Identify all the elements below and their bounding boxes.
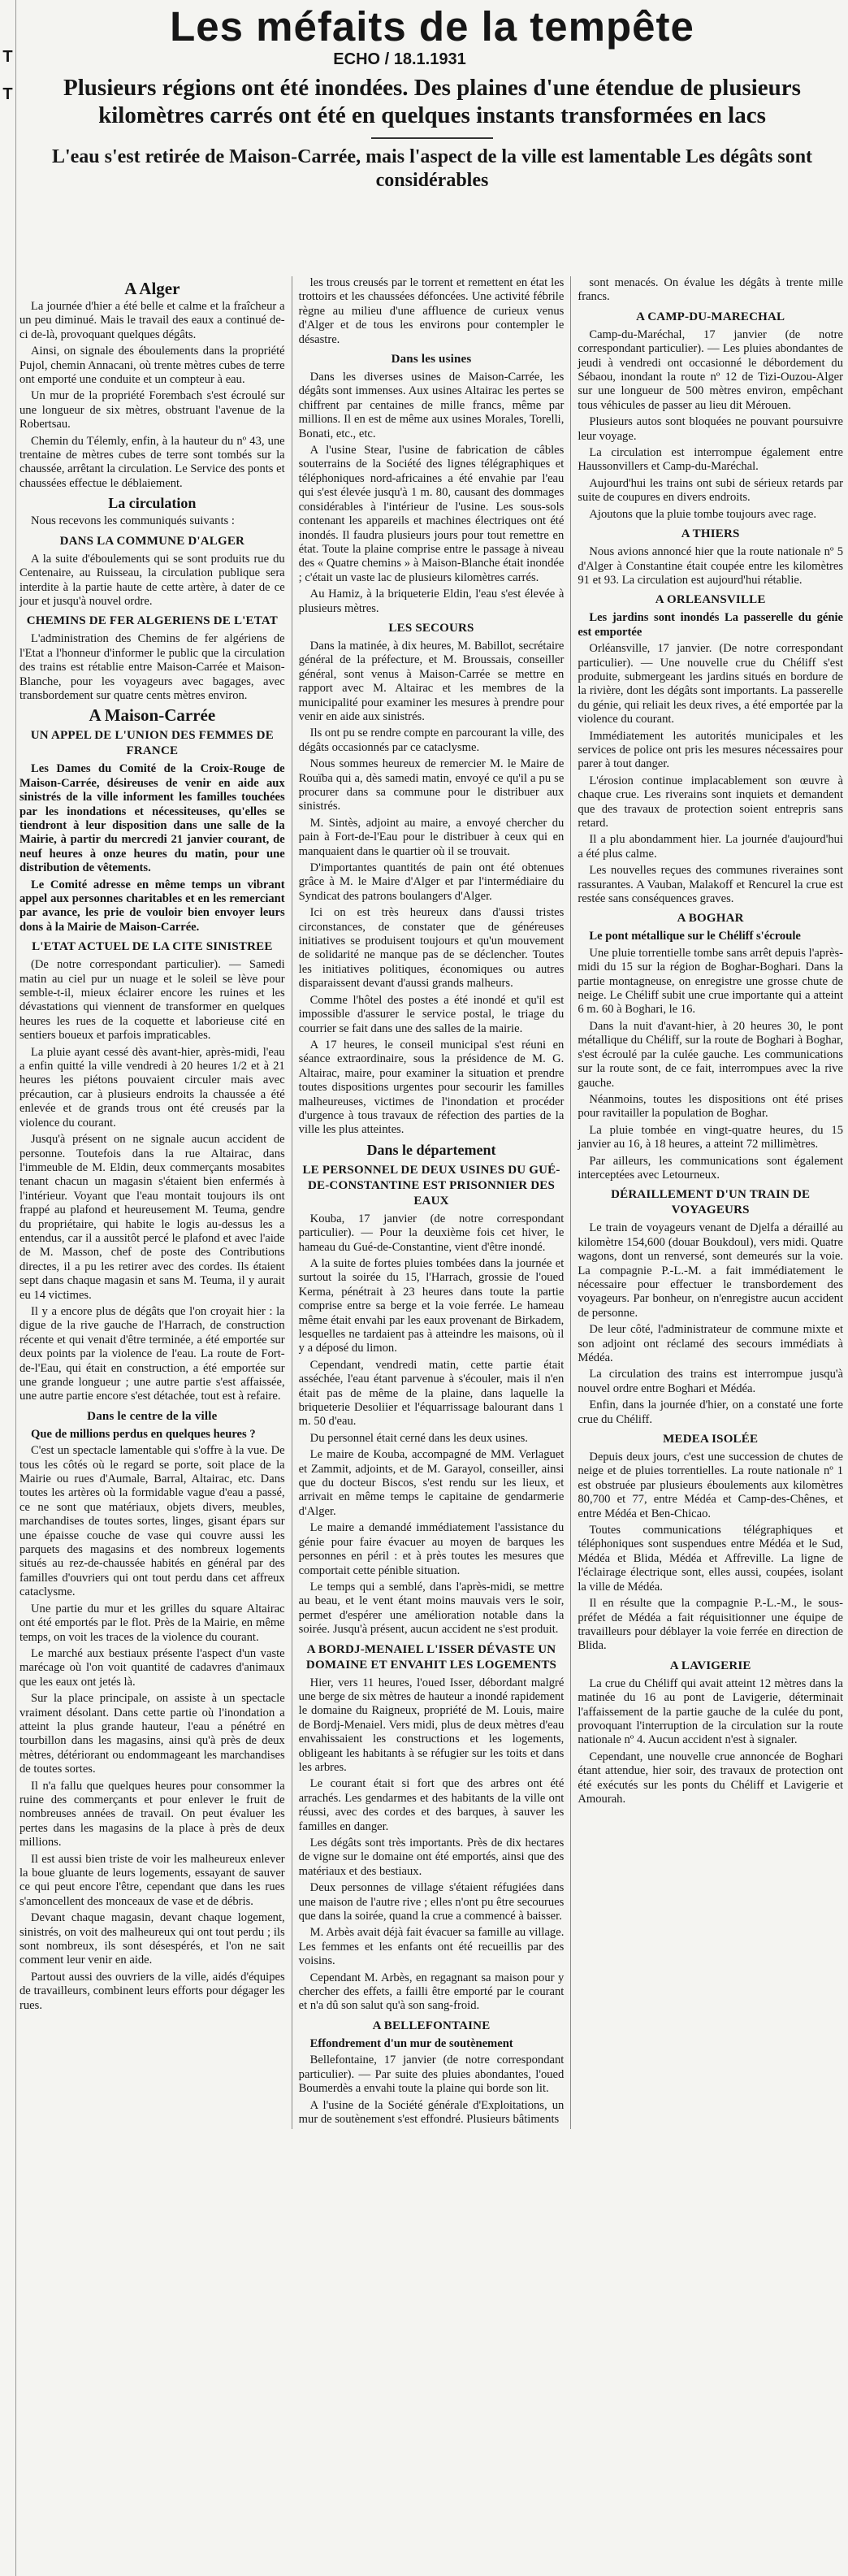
paragraph: La crue du Chéliff qui avait atteint 12 mètres dans la matinée du 16 au pont de Lavigerie, déterminait l'affaissement de la partie gauche de la culée du pont, provoquant l'interruption de la circulation sur la route nationale nº 4. Aucun accident n'est à signaler.: [578, 1676, 844, 1747]
paragraph: Nous recevons les communiqués suivants :: [31, 514, 235, 528]
lead-paragraph: Le pont métallique sur le Chéliff s'écroule: [589, 930, 801, 943]
paragraph: sont menacés. On évalue les dégâts à trente mille francs.: [578, 276, 844, 304]
paragraph: M. Sintès, adjoint au maire, a envoyé chercher du pain à Fort-de-l'Eau pour le distribuer à ceux qui en manquaient dans le quartier où il se trouvait.: [298, 816, 565, 858]
paragraph: Le courant était si fort que des arbres ont été arrachés. Les gendarmes et des habitants de la ville ont réussi, avec des cordes et des barques, à sauver les familles en danger.: [298, 1777, 565, 1833]
column-2: [299, 276, 572, 2129]
article-deck: L'eau s'est retirée de Maison-Carrée, mais l'aspect de la ville est lamentable Les dégâts sont considérables: [51, 146, 813, 191]
paragraph: La journée d'hier a été belle et calme et la fraîcheur a un peu diminué. Mais le travail des eaux a continué de-ci de-là, provoquant quelques dégâts.: [19, 300, 285, 341]
paragraph: A l'usine Stear, l'usine de fabrication de câbles souterrains de la Société des lignes télégraphiques et téléphoniques nord-africaines a été envahie par l'eau qui s'est élevée jusqu'à 1 m. 80, causant des dommages considérables à l'intérieur de l'usine. Les sous-sols contenant les appareils et machines électriques ont été inondés. Il faudra plusieurs jours pour tout remettre en état. Toute la plaine comprise entre le passage à niveau des « Quatre chemins » à Maison-Blanche était inondée ; c'était un vaste lac de plusieurs kilomètres carrés.: [298, 444, 565, 584]
paragraph: Néanmoins, toutes les dispositions ont été prises pour ravitailler la population de Boghar.: [578, 1092, 844, 1121]
paragraph: Depuis deux jours, c'est une succession de chutes de neige et de pluies torrentielles. La route nationale nº 1 est obstruée par plusieurs éboulements aux kilomètres 80,700 et 77, entre Médéa et Camp-des-Chênes, et entre Médéa et Ben-Chicao.: [578, 1451, 844, 1520]
section-heading: CHEMINS DE FER ALGERIENS DE L'ETAT: [26, 614, 278, 628]
paragraph: Immédiatement les autorités municipales et les services de police ont pris les mesures nécessaires pour parer à tout danger.: [578, 729, 844, 771]
paragraph: Partout aussi des ouvriers de la ville, aidés d'équipes de travailleurs, combinent leurs efforts pour dégager les rues.: [19, 1970, 285, 2012]
paragraph: Ainsi, on signale des éboulements dans la propriété Pujol, chemin Annacani, où trente mètres cubes de terre ont emporté une conduite et un compteur à eau.: [19, 345, 285, 387]
section-heading: A LAVIGERIE: [669, 1659, 751, 1672]
paragraph: C'est un spectacle lamentable qui s'offre à la vue. De tous les côtés où le regard se porte, soit place de la Mairie ou rues d'Aumale, Barral, Altairac, etc. Dans toutes les artères où la formidable vague d'eau a passé, ce ne sont que matériaux, objets divers, meubles, marchandises de toutes sortes, linges, gisant épars sur une épaisse couche de vase qui couvre aussi les parquets des magasins et des nombreux logements situés au rez-de-chaussée habités en général par des familles d'ouvriers qui ont tout perdu dans cet affreux cataclysme.: [19, 1444, 285, 1599]
article-columns: [19, 276, 843, 2129]
section-heading: L'ETAT ACTUEL DE LA CITE SINISTREE: [32, 940, 273, 954]
paragraph: Chemin du Télemly, enfin, à la hauteur du nº 43, une trentaine de mètres cubes de terre sont tombés sur la chaussée, arrêtant la circulation. Le Service des ponts et chaussées effectue le déblaiement.: [19, 434, 285, 490]
paragraph: Il en résulte que la compagnie P.-L.-M., le sous-préfet de Médéa a fait réquisitionner une équipe de travailleurs pour déblayer la voie ferrée en direction de Blida.: [578, 1597, 844, 1653]
paragraph: Nous avions annoncé hier que la route nationale nº 5 d'Alger à Constantine était coupée entre les kilomètres 91 et 93. La circulation est aujourd'hui rétablie.: [578, 545, 844, 587]
paragraph: L'érosion continue implacablement son œuvre à chaque crue. Les riverains sont inquiets et demandent que des travaux de protection soient entrepris sans retard.: [578, 774, 844, 830]
paragraph: M. Arbès avait déjà fait évacuer sa famille au village. Les femmes et les enfants ont été recueillis par des voisins.: [298, 1926, 565, 1968]
article-title: Les méfaits de la tempête: [170, 3, 694, 50]
section-heading: A ORLEANSVILLE: [655, 593, 766, 607]
paragraph: Cependant, une nouvelle crue annoncée de Boghari étant attendue, hier soir, des travaux de protection ont été exécutés sur les ponts du Chéliff et Lavigerie et Amourah.: [578, 1750, 844, 1806]
margin-letter: T: [2, 48, 13, 66]
paragraph: A la suite de fortes pluies tombées dans la journée et surtout la soirée du 15, l'Harrach, grossie de l'oued Kerma, pénétrait à 23 heures dans toute la partie comprise entre sa berge et la voie ferrée. Le hameau même était envahi par les eaux provenant de Birkadem, lesquelles ne tardaient pas à atteindre les maisons, où il y a déposé du limon.: [298, 1256, 565, 1355]
section-heading: A Maison-Carrée: [89, 705, 216, 726]
paragraph: La pluie tombée en vingt-quatre heures, du 15 janvier au 16, à 18 heures, a atteint 72 millimètres.: [578, 1123, 844, 1151]
paragraph: A la suite d'éboulements qui se sont produits rue du Centenaire, au Ruisseau, la circulation publique sera interdite à la partie haute de cette artère, à dater de ce jour et jusqu'à nouvel ordre.: [19, 552, 285, 608]
paragraph: Cependant, vendredi matin, cette partie était asséchée, l'eau étant parvenue à s'écouler, mais il n'en était pas de même de la plaine, dans laquelle la briqueterie Desoliier et l'équarrissage balourant dans 1 m. 50 d'eau.: [298, 1358, 565, 1429]
paragraph: La circulation des trains est interrompue jusqu'à nouvel ordre entre Boghari et Médéa.: [578, 1368, 844, 1395]
section-heading: DANS LA COMMUNE D'ALGER: [59, 534, 245, 548]
article-header: [19, 3, 845, 193]
section-heading: MEDEA ISOLÉE: [663, 1433, 759, 1446]
section-heading: UN APPEL DE L'UNION DES FEMMES DE FRANCE: [30, 729, 274, 758]
paragraph: Une pluie torrentielle tombe sans arrêt depuis l'après-midi du 15 sur la région de Boghar-Boghari. Dans la partie montagneuse, on enregistre une grosse chute de neige. Le Chéliff subit une crue importante qui a atteint 6 m. 60 à Boghari, le 16.: [578, 946, 844, 1017]
section-heading: LES SECOURS: [388, 621, 474, 635]
paragraph: Cependant M. Arbès, en regagnant sa maison pour y chercher des effets, a failli être emporté par le courant et n'a dû son salut qu'à son sang-froid.: [298, 1971, 565, 2013]
section-heading: A BORDJ-MENAIEL L'ISSER DÉVASTE UN DOMAINE ET ENVAHIT LES LOGEMENTS: [305, 1642, 557, 1672]
paragraph: Dans la matinée, à dix heures, M. Babillot, secrétaire général de la préfecture, et M. Broussais, conseiller général, sont venus à Maison-Carrée se mettre en rapport avec M. Altairac et les membres de la municipalité pour examiner les mesures à prendre pour venir en aide aux sinistrés.: [298, 639, 565, 723]
section-heading: A CAMP-DU-MARECHAL: [636, 310, 785, 323]
lead-paragraph: Effondrement d'un mur de soutènement: [309, 2036, 513, 2050]
paragraph: Bellefontaine, 17 janvier (de notre correspondant particulier). — Par suite des pluies abondantes, l'oued Boumerdès a envahi toute la plaine qui borde son lit.: [298, 2053, 565, 2096]
section-heading: A THIERS: [681, 527, 740, 541]
paragraph: Il est aussi bien triste de voir les malheureux enlever la boue gluante de leurs logements, essayant de sauver ce qui peut encore l'être, cependant que dans les rues s'amoncellent des monceaux de vase et de débris.: [19, 1852, 285, 1908]
column-1: [19, 276, 292, 2129]
paragraph: Ils ont pu se rendre compte en parcourant la ville, des dégâts occasionnés par ce cataclysme.: [298, 726, 565, 754]
paragraph: La circulation est interrompue également entre Haussonvillers et Camp-du-Maréchal.: [578, 446, 844, 474]
paragraph: Dans les diverses usines de Maison-Carrée, les dégâts sont immenses. Aux usines Altairac les pertes se chiffrent par centaines de mille francs, même par millions. Il en est de même aux usines Morales, Torelli, Bonati, etc., etc.: [298, 371, 565, 440]
paragraph: Jusqu'à présent on ne signale aucun accident de personne. Toutefois dans la rue Altairac, dans l'immeuble de M. Eldin, deux commerçants mosabites tenant chacun un magasin s'étaient bien enfermés à l'intérieur. Voyant que l'eau montait toujours ils ont frappé au plafond et heureusement M. Teuma, gendre du propriétaire, qui habite le logis au-dessus les a entendus, car il a aussitôt percé le plafond et avec l'aide de M. Masson, chef de poste des Contributions directes, il a pu les retirer avec des cordes. Ils étaient sept dans chaque magasin et sans M. Teuma, il y aurait eu 14 victimes.: [19, 1133, 285, 1302]
paragraph: D'importantes quantités de pain ont été obtenues grâce à M. le Maire d'Alger et par l'intermédiaire du Syndicat des patrons boulangers d'Alger.: [298, 861, 565, 903]
paragraph: Enfin, dans la journée d'hier, on a constaté une forte crue du Chéliff.: [578, 1399, 844, 1426]
paragraph: La pluie ayant cessé dès avant-hier, après-midi, l'eau a enfin quitté la ville vendredi à 20 heures 1/2 et à 21 heures les piétons pouvaient circuler mais avec précaution, car à plusieurs endroits la chaussée a été enlevée et de grands trous ont été creusés par la violence du courant.: [19, 1045, 285, 1130]
article-subtitle: Plusieurs régions ont été inondées. Des plaines d'une étendue de plusieurs kilomètres carrés ont été en quelques instants transformées en lacs: [63, 75, 801, 128]
paragraph: (De notre correspondant particulier). — Samedi matin au ciel pur un nuage et le soleil se lève pour semble-t-il, mieux éclairer encore les ruines et les dévastations qui viennent de transformer en quelques heures les rues de la coquette et laborieuse cité en sentiers boueux et parfois impraticables.: [19, 958, 285, 1043]
paragraph: L'administration des Chemins de fer algériens de l'Etat a l'honneur d'informer le public que la circulation des trains est rétablie entre Maison-Carrée et Maison-Blanche, pour les voyageurs avec bagages, avec transbordement sur quatre cents mètres environ.: [19, 632, 285, 702]
paragraph: Du personnel était cerné dans les deux usines.: [309, 1431, 528, 1445]
paragraph: Dans la nuit d'avant-hier, à 20 heures 30, le pont métallique du Chéliff, sur la route de Boghari à Boghar, s'est écroulé par la culée gauche. Les communications sur la route sont, de ce fait, interrompues avec la rive gauche.: [578, 1019, 844, 1090]
paragraph: A 17 heures, le conseil municipal s'est réuni en séance extraordinaire, sous la présidence de M. G. Altairac, maire, pour examiner la situation et prendre toutes dispositions urgentes pour secourir les familles malheureuses, victimes de l'inondation et procéder d'urgence à tous travaux de réfection des parties de la ville les plus atteintes.: [298, 1038, 565, 1137]
paragraph: Au Hamiz, à la briqueterie Eldin, l'eau s'est élevée à plusieurs mètres.: [298, 588, 565, 615]
paragraph: A l'usine de la Société générale d'Exploitations, un mur de soutènement s'est effondré. Plusieurs bâtiments: [298, 2098, 565, 2126]
paragraph: Le maire de Kouba, accompagné de MM. Verlaguet et Zammit, adjoints, et de M. Garayol, conseiller, ainsi que du docteur Biscos, s'est rendu sur les lieux, et arrivait en même temps le capitaine de gendarmerie d'Alger.: [298, 1448, 565, 1518]
paragraph: Devant chaque magasin, devant chaque logement, sinistrés, on voit des malheureux qui ont tout perdu ; ils sont nombreux, ils sont désespérés, et l'on ne sait comment leur venir en aide.: [19, 1911, 285, 1967]
margin-letter: T: [2, 85, 13, 103]
section-heading: A BOGHAR: [677, 912, 744, 926]
dateline: ECHO / 18.1.1931: [333, 50, 466, 68]
section-heading: A BELLEFONTAINE: [372, 2019, 491, 2032]
section-heading: Dans les usines: [391, 353, 472, 366]
paragraph: Ajoutons que la pluie tombe toujours avec rage.: [589, 507, 816, 521]
section-heading: A Alger: [124, 279, 180, 298]
paragraph: Les dégâts sont très importants. Près de dix hectares de vigne sur le domaine ont été emportés, ainsi que des matériaux et des bestiaux.: [298, 1837, 565, 1878]
section-heading: DÉRAILLEMENT D'UN TRAIN DE VOYAGEURS: [611, 1188, 811, 1217]
paragraph: Aujourd'hui les trains ont subi de sérieux retards par suite de coupures en divers endroits.: [578, 476, 844, 505]
section-heading: Dans le département: [366, 1141, 496, 1158]
paragraph: Plusieurs autos sont bloquées ne pouvant poursuivre leur voyage.: [578, 415, 844, 443]
section-heading: La circulation: [108, 495, 197, 512]
paragraph: Le marché aux bestiaux présente l'aspect d'un vaste marécage où l'on voit quantité de cadavres d'animaux que les eaux ont jetés là.: [19, 1646, 285, 1689]
paragraph: Le train de voyageurs venant de Djelfa a déraillé au kilomètre 154,600 (douar Boukdoul), vers midi. Quatre wagons, dont un renversé, sont demeurés sur la voie. La compagnie P.-L.-M. a fait immédiatement le nécessaire pour effectuer le transbordement des voyageurs. Par bonheur, on n'enregistre aucun accident de personne.: [578, 1221, 844, 1320]
paragraph: Le maire a demandé immédiatement l'assistance du génie pour faire évacuer au moyen de barques les personnes en péril : et à près toutes les mesures que comportait cette pénible situation.: [298, 1521, 565, 1577]
paragraph: Il y a encore plus de dégâts que l'on croyait hier : la digue de la rive gauche de l'Harrach, de construction récente et qui venait d'être terminée, a été emportée sur deux points par la violence de l'eau. La route de Fort-de-l'Eau, qui était en construction, a été emportée sur une grande longueur ; une autre partie s'est affaissée, une autre partie encore s'est détachée, tout est à refaire.: [19, 1304, 285, 1403]
paragraph: Toutes communications télégraphiques et téléphoniques sont suspendues entre Médéa et le Sud, Médéa et Blida, Médéa et Affreville. La ligne de l'éclairage électrique sont, elles aussi, coupées, isolant la ville de Médéa.: [578, 1524, 844, 1594]
paragraph: Deux personnes de village s'étaient réfugiées dans une maison de l'autre rive ; elles n'ont pu être secourues que dans la soirée, quand la crue a commencé à baisser.: [298, 1881, 565, 1923]
paragraph: Le temps qui a semblé, dans l'après-midi, se mettre au beau, et le vent étant moins mauvais vers le soir, permet d'espérer une amélioration notable dans la soirée. Jusqu'à présent, aucun accident ne s'est produit.: [298, 1580, 565, 1637]
paragraph: Les nouvelles reçues des communes riveraines sont rassurantes. A Vauban, Malakoff et Rencurel la crue est restée sans conséquences graves.: [578, 864, 844, 906]
paragraph: Sur la place principale, on assiste à un spectacle vraiment désolant. Dans cette partie où l'inondation a atteint la plus grande hauteur, l'eau a pénétré en tourbillon dans les magasins, ainsi qu'à près de deux mètres, détériorant ou endommageant les marchandises de toutes sortes.: [19, 1692, 285, 1776]
paragraph: Un mur de la propriété Forembach s'est écroulé sur une longueur de six mètres, obstruant l'avenue de la Robertsau.: [19, 389, 285, 432]
lead-paragraph: Le Comité adresse en même temps un vibrant appel aux personnes charitables et en les remerciant par avance, les prie de vouloir bien envoyer leurs dons à la Mairie de Maison-Carrée.: [19, 878, 285, 934]
paragraph: Comme l'hôtel des postes a été inondé et qu'il est impossible d'assurer le service postal, le triage du courrier se fait dans une des salles de la mairie.: [298, 993, 565, 1035]
paragraph: Une partie du mur et les grilles du square Altairac ont été emportés par le flot. Près de la Mairie, en même temps, on voit les traces de la violence du courant.: [19, 1602, 285, 1644]
left-margin-strip: [0, 0, 16, 2576]
paragraph: Hier, vers 11 heures, l'oued Isser, débordant malgré une berge de six mètres de hauteur a inondé rapidement le domaine du Raigneux, propriété de M. Louis, maire de Bordj-Menaiel. Vers midi, plus de deux mètres d'eau envahissaient les constructions et les logements, obligeant les habitants à se réfugier sur les toits et dans les arbres.: [298, 1676, 565, 1774]
paragraph: Il a plu abondamment hier. La journée d'aujourd'hui a été plus calme.: [578, 833, 844, 861]
paragraph: Par ailleurs, les communications sont également interceptées avec Letourneux.: [578, 1154, 844, 1182]
separator-rule: [371, 137, 493, 139]
lead-paragraph: Les jardins sont inondés La passerelle du génie est emportée: [578, 611, 844, 639]
section-heading: Dans le centre de la ville: [87, 1409, 218, 1423]
lead-paragraph: Que de millions perdus en quelques heures ?: [31, 1427, 256, 1441]
section-heading: LE PERSONNEL DE DEUX USINES DU GUÉ-DE-CONSTANTINE EST PRISONNIER DES EAUX: [302, 1163, 560, 1208]
column-3: [578, 276, 843, 2129]
paragraph: Nous sommes heureux de remercier M. le Maire de Rouïba qui a, dès samedi matin, envoyé ce qu'il a pu se procurer dans sa commune pour le distribuer aux sinistrés.: [298, 757, 565, 813]
paragraph: Orléansville, 17 janvier. (De notre correspondant particulier). — Une nouvelle crue du Chéliff s'est produite, submergeant les jardins situés en bordure de la rivière, dont les dégâts sont importants. La passerelle du génie, qui reliait les deux rives, a été emportée par la violence du courant.: [578, 642, 844, 726]
paragraph: Camp-du-Maréchal, 17 janvier (de notre correspondant particulier). — Les pluies abondantes de jeudi à vendredi ont occasionné le débordement du Sébaou, inondant la route nº 12 de Tizi-Ouzou-Alger sur une longueur de 500 mètres environ, empêchant tous véhicules de passer au lieu dit Mérouen.: [578, 327, 844, 412]
paragraph: les trous creusés par le torrent et remettent en état les trottoirs et les chaussées défoncées. Une activité fébrile règne au milieu d'une affluence de curieux venus d'Alger et de tous les environs pour contempler le désastre.: [298, 276, 565, 346]
paragraph: Ici on est très heureux dans d'aussi tristes circonstances, de constater que de généreuses initiatives se produisent toujours et qu'un mouvement de solidarité ne manque pas de se déclencher. Toutes les initiatives politiques, économiques ou autres disparaissent devant d'aussi grands malheurs.: [298, 906, 565, 991]
paragraph: De leur côté, l'administrateur de commune mixte et son adjoint ont réclamé des secours immédiats à Médéa.: [578, 1323, 844, 1364]
paragraph: Kouba, 17 janvier (de notre correspondant particulier). — Pour la deuxième fois cet hiver, le hameau du Gué-de-Constantine, vient d'être inondé.: [298, 1212, 565, 1254]
paragraph: Il n'a fallu que quelques heures pour consommer la ruine des commerçants et pour enlever le fruit de nombreuses années de travail. On peut évaluer les pertes dans les magasins de la place à près de deux millions.: [19, 1779, 285, 1850]
lead-paragraph: Les Dames du Comité de la Croix-Rouge de Maison-Carrée, désireuses de venir en aide aux sinistrés de la ville informent les familles touchées par les inondations et nécessiteuses, qu'elles se tiendront à leur disposition dans une salle de la Mairie, à partir du mercredi 21 janvier courant, de neuf heures à onze heures du matin, pour une distribution de vêtements.: [19, 762, 285, 875]
